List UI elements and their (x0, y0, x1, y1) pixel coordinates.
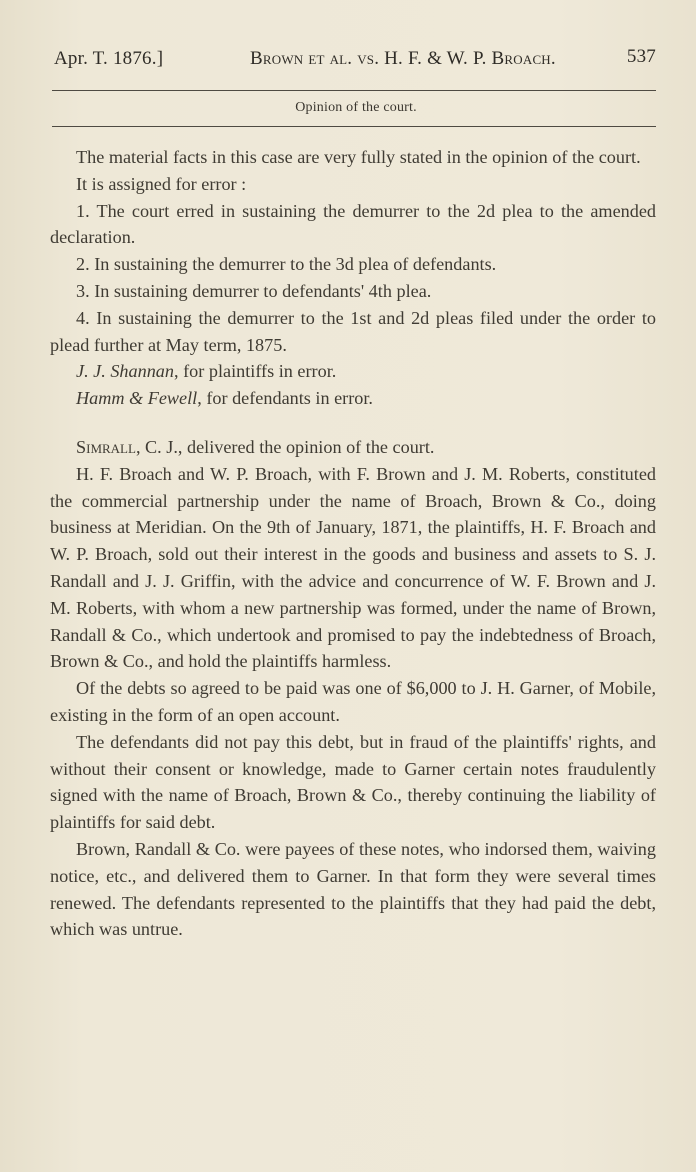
counsel-defendants (50, 385, 656, 412)
judge-name: Simrall, C. J. (76, 436, 178, 457)
error-4-paragraph: 4. In sustaining the demurrer to the 1st and 2d pleas filed under the order to plead further at May term, 1875. (50, 307, 656, 355)
header-rule (52, 90, 656, 91)
opinion-intro-rest: , delivered the opinion of the court. (177, 436, 435, 457)
running-head (48, 44, 658, 74)
opinion-intro (50, 434, 656, 461)
section-heading-text: Opinion of the court. (295, 100, 417, 115)
term-label: Apr. T. 1876.] (54, 48, 164, 69)
error-3-paragraph: 3. In sustaining demurrer to defendants' 4th plea. (76, 280, 432, 301)
opinion-paragraph-1: H. F. Broach and W. P. Broach, with F. Brown and J. M. Roberts, constituted the commercial partnership under the name of Broach, Brown & Co., doing business at Meridian. On the 9th of January, 1871, the plaintiffs, H. F. Broach and W. P. Broach, sold out their interest in the goods and business and assets to S. J. Randall and J. J. Griffin, with the advice and concurrence of W. F. Brown and J. M. Roberts, with whom a new partnership was formed, under the name of Brown, Randall & Co., which undertook and promised to pay the indebtedness of Broach, Brown & Co., and hold the plaintiffs harmless. (50, 463, 656, 672)
opinion-paragraph-3: The defendants did not pay this debt, but in fraud of the plaintiffs' rights, and without their consent or knowledge, made to Garner certain notes fraudulently signed with the name of Broach, Brown & Co., thereby continuing the liability of plaintiffs for said debt. (50, 731, 656, 833)
counsel-plaintiffs (50, 358, 656, 385)
page-number: 537 (626, 46, 656, 67)
error-1-paragraph: 1. The court erred in sustaining the demurrer to the 2d plea to the amended declaration. (50, 200, 656, 248)
section-rule (52, 126, 656, 127)
opinion-paragraph-4: Brown, Randall & Co. were payees of these notes, who indorsed them, waiving notice, etc., and delivered them to Garner. In that form they were several times renewed. The defendants represented to the plaintiffs that they had paid the debt, which was untrue. (50, 838, 656, 940)
body-text (50, 144, 656, 943)
counsel-plaintiffs-rest: , for plaintiffs in error. (174, 361, 337, 382)
counsel-defendants-name: Hamm & Fewell (76, 388, 198, 409)
section-heading (0, 100, 696, 116)
assigned-paragraph: It is assigned for error : (76, 173, 247, 194)
case-title: Brown et al. vs. H. F. & W. P. Broach. (250, 48, 556, 69)
error-2-paragraph: 2. In sustaining the demurrer to the 3d plea of defendants. (76, 254, 497, 275)
facts-paragraph: The material facts in this case are very fully stated in the opinion of the court. (76, 147, 641, 167)
opinion-paragraph-2: Of the debts so agreed to be paid was one of $6,000 to J. H. Garner, of Mobile, existing in the form of an open account. (50, 678, 656, 725)
counsel-defendants-rest: , for defendants in error. (197, 388, 373, 409)
counsel-plaintiffs-name: J. J. Shannan (76, 361, 174, 382)
